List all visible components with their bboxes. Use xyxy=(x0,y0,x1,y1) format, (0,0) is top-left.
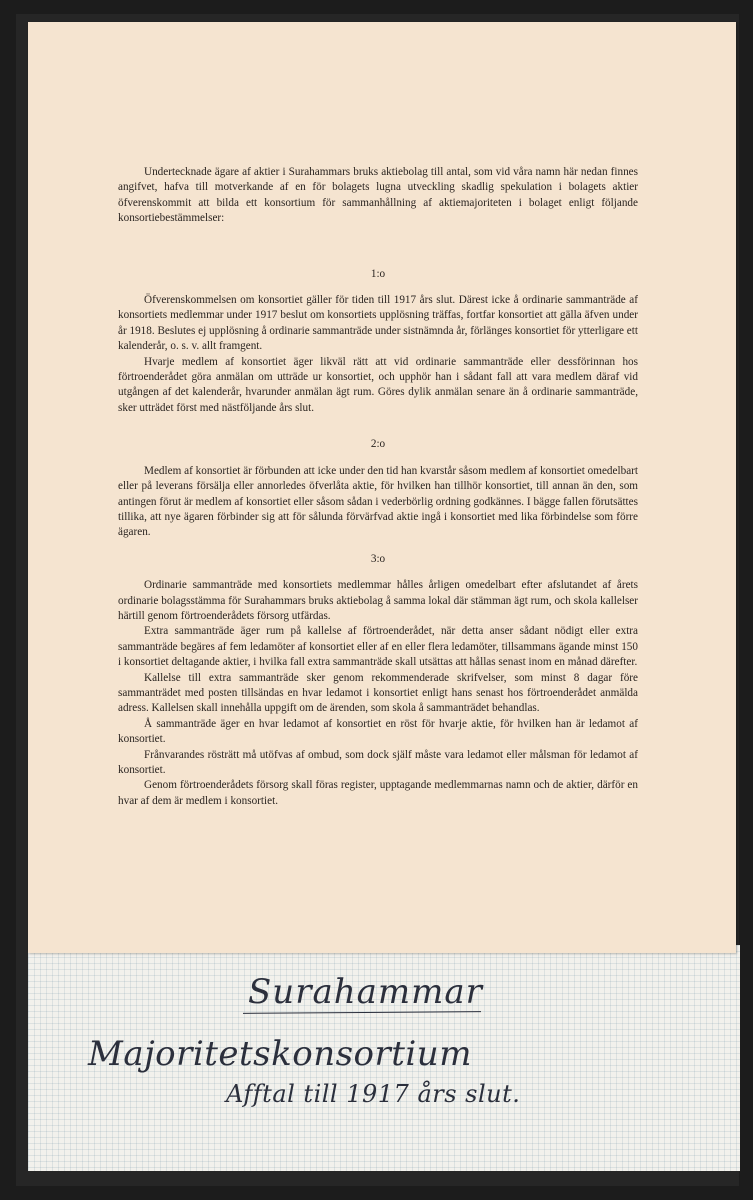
section-heading-2: 2:o xyxy=(370,438,386,451)
section-3-paragraph-6: Genom förtroenderådets försorg skall föras register, upptagande medlemmarnas namn och de aktier, därför en hvar af dem är medlem i konsortiet. xyxy=(118,779,638,807)
document-body xyxy=(118,165,638,809)
section-2-paragraph-1: Medlem af konsortiet är förbunden att icke under den tid han kvarstår såsom medlem af konsortiet omedelbart eller på leverans försälja eller annorledes öfverlåta aktie, för hvilken han tillhör konsortiet, till annan än den, som antingen förut är medlem af konsortiet eller såsom sådan i vederbörlig ordning godkännes. I bägge fallen förutsättes tillika, att nye ägaren förbinder sig att för sålunda förvärfvad aktie ingå i konsortiet med lika förbindelse som förre ägaren. xyxy=(118,464,638,539)
section-1-paragraph-2: Hvarje medlem af konsortiet äger likväl rätt att vid ordinarie sammanträde eller dessförinnan hos förtroenderådet göra anmälan om utträde ur konsortiet, och upphör han i sådant fall att vara medlem däraf vid utgången af det kalenderår, hvarunder anmälan ägt rum. Göres dylik anmälan senare än å ordinarie sammanträde, sker utträdet först med nästföljande års slut. xyxy=(118,355,638,414)
handwritten-note: Afftal till 1917 års slut. xyxy=(226,1080,521,1108)
handwritten-title: Surahammar xyxy=(248,972,483,1012)
section-3-paragraph-3: Kallelse till extra sammanträde sker genom rekommenderade skrifvelser, som minst 8 dagar före sammanträdet med posten tillsändas en hvar ledamot i konsortiet enligt hans senast hos förtroenderådet anmälda adress. Kallelsen skall innehålla uppgift om de ärenden, som skola å sammanträdet behandlas. xyxy=(118,671,638,715)
section-3-paragraph-2: Extra sammanträde äger rum på kallelse af förtroenderådet, när detta anser sådant nödigt eller extra sammanträde begäres af fem ledamöter af konsortiet eller af en eller flera ledamöter, tillsammans ägande minst 150 i konsortiet deltagande aktier, i hvilka fall extra sammanträde skall utsättas att hållas senast inom en månad därefter. xyxy=(118,625,638,669)
handwritten-subtitle: Majoritetskonsortium xyxy=(88,1034,472,1074)
section-1-paragraph-1: Öfverenskommelsen om konsortiet gäller för tiden till 1917 års slut. Därest icke å ordinarie sammanträde af konsortiets medlemmar under 1917 beslut om konsortiets upplösning träffas, fortfar konsortiet att gälla äfven under år 1918. Beslutes ej upplösning å ordinarie sammanträde under sistnämnda år, förlänges konsortiet för ytterligare ett kalenderår, o. s. v. allt framgent. xyxy=(118,294,638,353)
section-heading-1: 1:o xyxy=(370,267,386,280)
section-3-paragraph-5: Frånvarandes rösträtt må utöfvas af ombud, som dock själf måste vara ledamot eller målsman för ledamot af konsortiet. xyxy=(118,748,638,776)
section-heading-3: 3:o xyxy=(370,552,386,565)
section-3-paragraph-4: Å sammanträde äger en hvar ledamot af konsortiet en röst för hvarje aktie, för hvilken han är ledamot af konsortiet. xyxy=(118,717,638,746)
section-3-paragraph-1: Ordinarie sammanträde med konsortiets medlemmar hålles årligen omedelbart efter afslutandet af årets ordinarie bolagsstämma för Surahammars bruks aktiebolag å samma lokal där stämman ägt rum, och skola kallelser härtill genom förtroenderådets försorg utfärdas. xyxy=(118,579,638,622)
intro-paragraph: Undertecknade ägare af aktier i Surahammars bruks aktiebolag till antal, som vid våra namn här nedan finnes angifvet, hafva till motverkande af en för bolagets lugna utveckling skadlig spekulation i bolagets aktier öfverenskommit att bilda ett konsortium för sammanhållning af aktiemajoriteten i bolaget enligt följande konsortiebestämmelser: xyxy=(118,166,638,225)
